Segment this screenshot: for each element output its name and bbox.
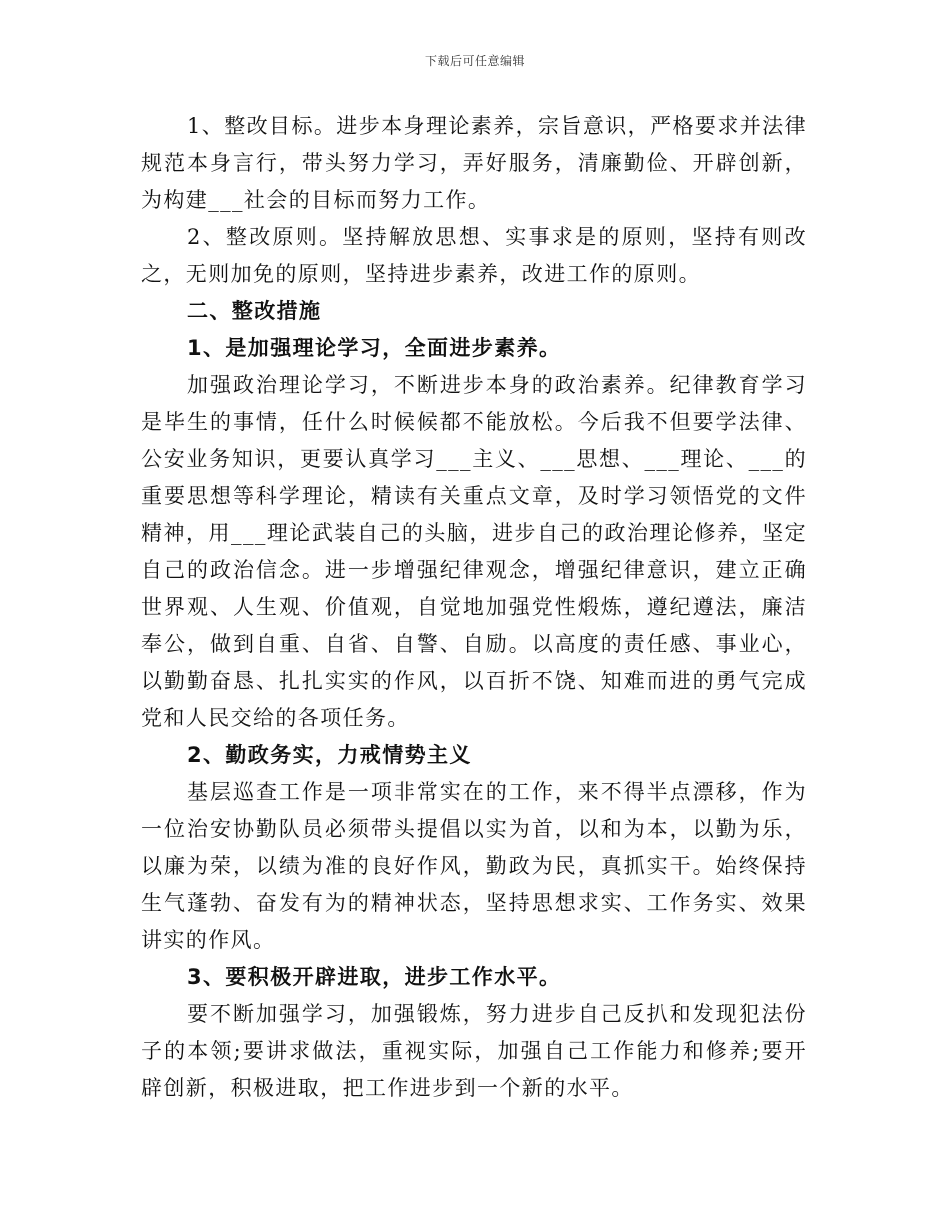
subheading-pragmatic: 2、勤政务实，力戒情势主义 <box>187 743 472 767</box>
paragraph-innovation: 要不断加强学习，加强锻炼，努力进步自己反扒和发现犯法份子的本领;要讲求做法，重视实际，加强自己工作能力和修养;要开辟创新，积极进取，把工作进步到一个新的水平。 <box>141 1002 807 1100</box>
paragraph-goal: 1、整改目标。进步本身理论素养，宗旨意识，严格要求并法律规范本身言行，带头努力学习，弄好服务，清廉勤俭、开辟创新，为构建___社会的目标而努力工作。 <box>141 114 807 212</box>
header-note: 下载后可任意编辑 <box>424 54 525 68</box>
paragraph-pragmatic: 基层巡查工作是一项非常实在的工作，来不得半点漂移，作为一位治安协勤队员必须带头提倡以实为首，以和为本，以勤为乐，以廉为荣，以绩为准的良好作风，勤政为民，真抓实干。始终保持生气蓬勃、奋发有为的精神状态，坚持思想求实、工作务实、效果讲实的作风。 <box>141 780 807 952</box>
paragraph-theory-study: 加强政治理论学习，不断进步本身的政治素养。纪律教育学习是毕生的事情，任什么时候候都不能放松。今后我不但要学法律、公安业务知识，更要认真学习___主义、___思想、___理论、___的重要思想等科学理论，精读有关重点文章，及时学习领悟党的文件精神，用___理论武装自己的头脑，进步自己的政治理论修养，坚定自己的政治信念。进一步增强纪律观念，增强纪律意识，建立正确世界观、人生观、价值观，自觉地加强党性煅炼，遵纪遵法，廉洁奉公，做到自重、自省、自警、自励。以高度的责任感、事业心，以勤勤奋恳、扎扎实实的作风，以百折不饶、知难而进的勇气完成党和人民交给的各项任务。 <box>141 373 807 730</box>
subheading-theory-study: 1、是加强理论学习，全面进步素养。 <box>187 336 562 360</box>
section-heading-measures: 二、整改措施 <box>187 299 322 323</box>
paragraph-principle: 2、整改原则。坚持解放思想、实事求是的原则，坚持有则改之，无则加免的原则，坚持进步素养，改进工作的原则。 <box>141 225 807 286</box>
document-body <box>141 108 807 1107</box>
subheading-innovation: 3、要积极开辟进取，进步工作水平。 <box>187 965 562 989</box>
